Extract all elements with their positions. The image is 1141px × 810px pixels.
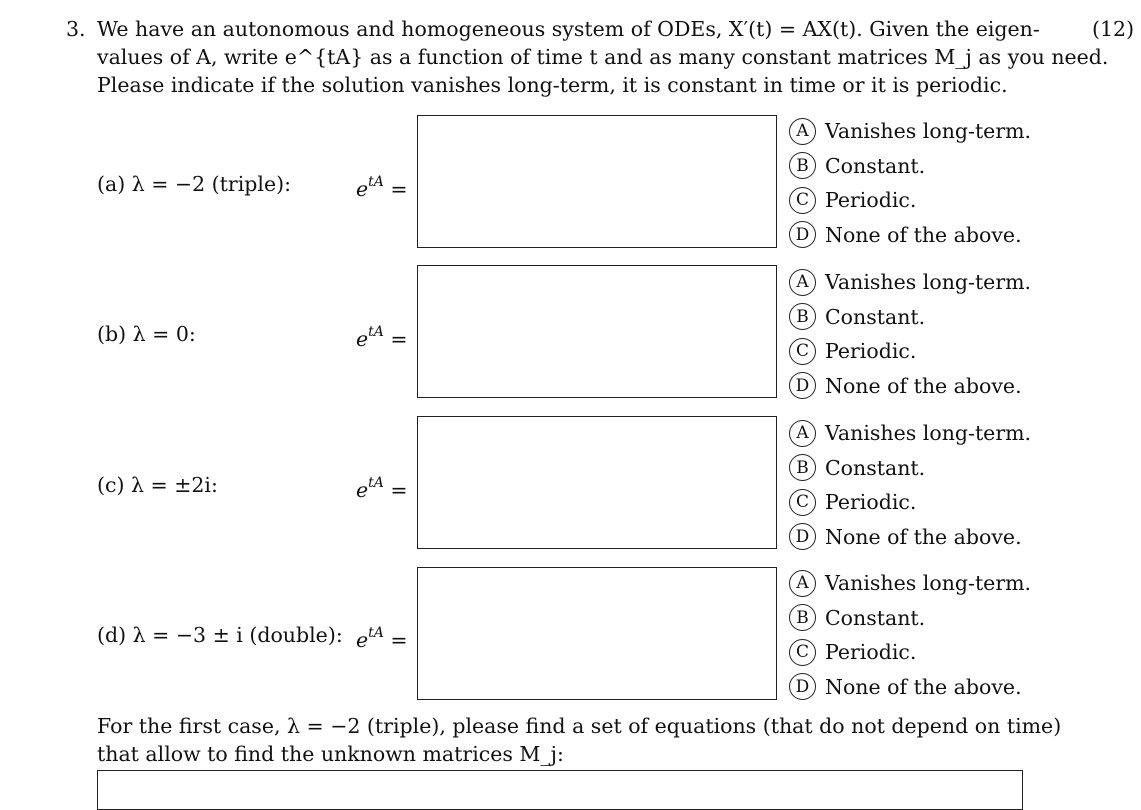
option-circle[interactable]: B	[789, 454, 816, 481]
option-circle[interactable]: B	[789, 152, 816, 179]
choice-d-none[interactable]: D None of the above.	[789, 670, 1031, 705]
option-circle[interactable]: A	[789, 269, 816, 296]
choice-d-constant[interactable]: B Constant.	[789, 601, 1031, 636]
question-text	[97, 15, 1108, 99]
question-number: 3.	[66, 17, 86, 41]
choice-b-vanishes[interactable]: A Vanishes long-term.	[789, 265, 1031, 300]
choice-a-periodic[interactable]: C Periodic.	[789, 183, 1031, 218]
option-circle[interactable]: A	[789, 570, 816, 597]
option-circle[interactable]: C	[789, 187, 816, 214]
eta-expression: $e^{tA}$ =	[356, 475, 408, 502]
option-circle[interactable]: D	[789, 523, 816, 550]
option-circle[interactable]: D	[789, 673, 816, 700]
eta-expression: $e^{tA}$ =	[356, 625, 408, 652]
choice-c-constant[interactable]: B Constant.	[789, 451, 1031, 486]
part-c-label: (c) λ = ±2i:	[97, 473, 218, 497]
choice-a-constant[interactable]: B Constant.	[789, 149, 1031, 184]
option-circle[interactable]: C	[789, 489, 816, 516]
answer-box-d[interactable]	[417, 567, 777, 700]
points-label: (12)	[1092, 17, 1135, 41]
option-circle[interactable]: B	[789, 303, 816, 330]
followup-line: that allow to find the unknown matrices M_j:	[97, 742, 564, 766]
choice-d-periodic[interactable]: C Periodic.	[789, 635, 1031, 670]
choice-c-none[interactable]: D None of the above.	[789, 520, 1031, 555]
eta-expression: $e^{tA}$ =	[356, 324, 408, 351]
choice-c-periodic[interactable]: C Periodic.	[789, 485, 1031, 520]
part-d-label: (d) λ = −3 ± i (double):	[97, 623, 343, 647]
choice-a-none[interactable]: D None of the above.	[789, 218, 1031, 253]
choice-b-none[interactable]: D None of the above.	[789, 369, 1031, 404]
equations-answer-box[interactable]	[97, 770, 1023, 810]
question-line: We have an autonomous and homogeneous system of ODEs, X′(t) = AX(t). Given the eigen-	[97, 17, 1040, 41]
followup-text	[97, 712, 1061, 768]
choices-a	[789, 114, 1031, 252]
part-b-label: (b) λ = 0:	[97, 322, 196, 346]
part-a-label: (a) λ = −2 (triple):	[97, 172, 291, 196]
answer-box-c[interactable]	[417, 416, 777, 549]
option-circle[interactable]: D	[789, 372, 816, 399]
option-circle[interactable]: C	[789, 338, 816, 365]
question-line: Please indicate if the solution vanishes long-term, it is constant in time or it is periodic.	[97, 73, 1008, 97]
choices-d	[789, 566, 1031, 704]
choices-b	[789, 265, 1031, 403]
option-circle[interactable]: B	[789, 604, 816, 631]
option-circle[interactable]: C	[789, 639, 816, 666]
choice-c-vanishes[interactable]: A Vanishes long-term.	[789, 416, 1031, 451]
option-circle[interactable]: A	[789, 420, 816, 447]
choice-d-vanishes[interactable]: A Vanishes long-term.	[789, 566, 1031, 601]
choice-b-constant[interactable]: B Constant.	[789, 300, 1031, 335]
choice-b-periodic[interactable]: C Periodic.	[789, 334, 1031, 369]
followup-line: For the first case, λ = −2 (triple), please find a set of equations (that do not depend on time)	[97, 714, 1062, 738]
answer-box-a[interactable]	[417, 115, 777, 248]
choices-c	[789, 416, 1031, 554]
option-circle[interactable]: D	[789, 221, 816, 248]
question-line: values of A, write e^{tA} as a function of time t and as many constant matrices M_j as you need.	[97, 45, 1109, 69]
answer-box-b[interactable]	[417, 265, 777, 398]
choice-a-vanishes[interactable]: A Vanishes long-term.	[789, 114, 1031, 149]
option-circle[interactable]: A	[789, 118, 816, 145]
eta-expression: $e^{tA}$ =	[356, 174, 408, 201]
